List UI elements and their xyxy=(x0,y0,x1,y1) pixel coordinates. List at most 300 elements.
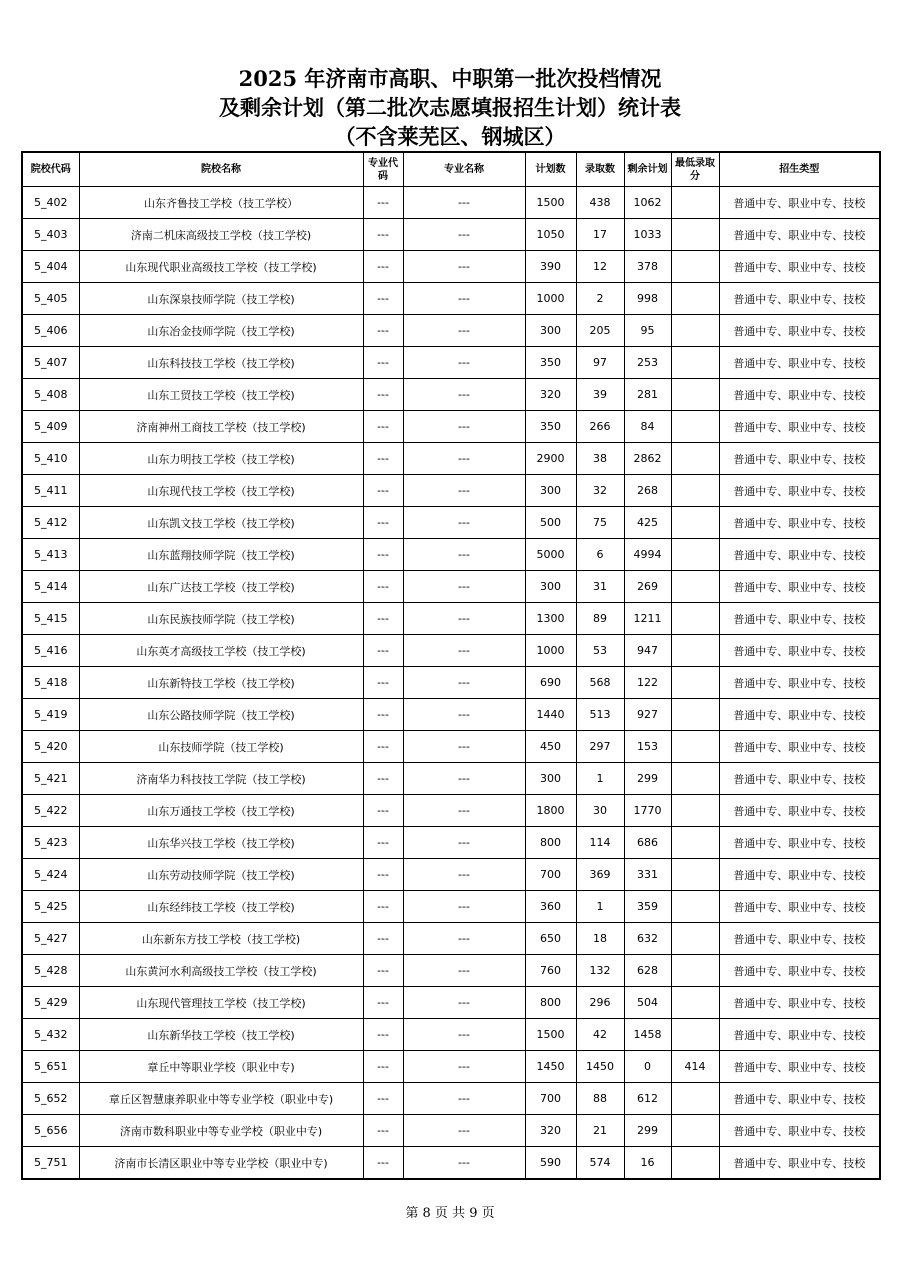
header-major-code: 专业代码 xyxy=(363,152,403,187)
admission-table xyxy=(21,151,881,1180)
major-name-cell: --- xyxy=(403,539,525,571)
school-code-cell: 5_410 xyxy=(22,443,79,475)
school-code-cell: 5_419 xyxy=(22,699,79,731)
table-row xyxy=(22,315,880,347)
remaining-cell: 331 xyxy=(624,859,671,891)
plan-cell: 350 xyxy=(525,411,576,443)
school-code-cell: 5_424 xyxy=(22,859,79,891)
plan-cell: 320 xyxy=(525,1115,576,1147)
major-code-cell: --- xyxy=(363,987,403,1019)
admitted-cell: 297 xyxy=(576,731,624,763)
table-row xyxy=(22,1147,880,1180)
types-cell: 普通中专、职业中专、技校 xyxy=(719,891,880,923)
remaining-cell: 1211 xyxy=(624,603,671,635)
school-name-cell: 山东万通技工学校（技工学校) xyxy=(79,795,363,827)
plan-cell: 300 xyxy=(525,475,576,507)
school-code-cell: 5_411 xyxy=(22,475,79,507)
major-code-cell: --- xyxy=(363,1083,403,1115)
table-row xyxy=(22,1115,880,1147)
remaining-cell: 4994 xyxy=(624,539,671,571)
major-code-cell: --- xyxy=(363,635,403,667)
header-types: 招生类型 xyxy=(719,152,880,187)
major-code-cell: --- xyxy=(363,667,403,699)
plan-cell: 500 xyxy=(525,507,576,539)
major-code-cell: --- xyxy=(363,699,403,731)
school-code-cell: 5_421 xyxy=(22,763,79,795)
table-row xyxy=(22,827,880,859)
major-name-cell: --- xyxy=(403,827,525,859)
school-code-cell: 5_404 xyxy=(22,251,79,283)
major-code-cell: --- xyxy=(363,955,403,987)
header-admitted: 录取数 xyxy=(576,152,624,187)
table-row xyxy=(22,475,880,507)
header-school-code: 院校代码 xyxy=(22,152,79,187)
major-name-cell: --- xyxy=(403,475,525,507)
min-score-cell xyxy=(671,827,719,859)
school-name-cell: 山东劳动技师学院（技工学校) xyxy=(79,859,363,891)
major-code-cell: --- xyxy=(363,859,403,891)
remaining-cell: 612 xyxy=(624,1083,671,1115)
school-code-cell: 5_405 xyxy=(22,283,79,315)
types-cell: 普通中专、职业中专、技校 xyxy=(719,731,880,763)
plan-cell: 1050 xyxy=(525,219,576,251)
admitted-cell: 17 xyxy=(576,219,624,251)
admitted-cell: 21 xyxy=(576,1115,624,1147)
admitted-cell: 89 xyxy=(576,603,624,635)
plan-cell: 590 xyxy=(525,1147,576,1180)
major-name-cell: --- xyxy=(403,571,525,603)
min-score-cell xyxy=(671,1019,719,1051)
table-row xyxy=(22,187,880,219)
major-name-cell: --- xyxy=(403,635,525,667)
types-cell: 普通中专、职业中专、技校 xyxy=(719,667,880,699)
types-cell: 普通中专、职业中专、技校 xyxy=(719,859,880,891)
school-code-cell: 5_416 xyxy=(22,635,79,667)
types-cell: 普通中专、职业中专、技校 xyxy=(719,475,880,507)
min-score-cell xyxy=(671,667,719,699)
remaining-cell: 1770 xyxy=(624,795,671,827)
min-score-cell xyxy=(671,411,719,443)
major-name-cell: --- xyxy=(403,667,525,699)
remaining-cell: 2862 xyxy=(624,443,671,475)
admitted-cell: 568 xyxy=(576,667,624,699)
major-code-cell: --- xyxy=(363,827,403,859)
table-row xyxy=(22,955,880,987)
plan-cell: 1500 xyxy=(525,187,576,219)
school-code-cell: 5_428 xyxy=(22,955,79,987)
plan-cell: 700 xyxy=(525,859,576,891)
school-name-cell: 山东广达技工学校（技工学校) xyxy=(79,571,363,603)
plan-cell: 390 xyxy=(525,251,576,283)
school-name-cell: 山东凯文技工学校（技工学校) xyxy=(79,507,363,539)
remaining-cell: 0 xyxy=(624,1051,671,1083)
admitted-cell: 42 xyxy=(576,1019,624,1051)
remaining-cell: 153 xyxy=(624,731,671,763)
types-cell: 普通中专、职业中专、技校 xyxy=(719,187,880,219)
major-name-cell: --- xyxy=(403,603,525,635)
admitted-cell: 205 xyxy=(576,315,624,347)
major-code-cell: --- xyxy=(363,507,403,539)
major-code-cell: --- xyxy=(363,1115,403,1147)
types-cell: 普通中专、职业中专、技校 xyxy=(719,539,880,571)
table-row xyxy=(22,891,880,923)
admitted-cell: 513 xyxy=(576,699,624,731)
school-name-cell: 山东深泉技师学院（技工学校) xyxy=(79,283,363,315)
min-score-cell xyxy=(671,379,719,411)
title-line-2: 及剩余计划（第二批次志愿填报招生计划）统计表 xyxy=(219,95,681,120)
plan-cell: 700 xyxy=(525,1083,576,1115)
plan-cell: 760 xyxy=(525,955,576,987)
admitted-cell: 18 xyxy=(576,923,624,955)
school-code-cell: 5_403 xyxy=(22,219,79,251)
types-cell: 普通中专、职业中专、技校 xyxy=(719,987,880,1019)
school-name-cell: 山东新东方技工学校（技工学校) xyxy=(79,923,363,955)
remaining-cell: 632 xyxy=(624,923,671,955)
remaining-cell: 504 xyxy=(624,987,671,1019)
major-name-cell: --- xyxy=(403,251,525,283)
major-name-cell: --- xyxy=(403,1083,525,1115)
plan-cell: 350 xyxy=(525,347,576,379)
major-code-cell: --- xyxy=(363,475,403,507)
major-code-cell: --- xyxy=(363,603,403,635)
types-cell: 普通中专、职业中专、技校 xyxy=(719,763,880,795)
table-row xyxy=(22,699,880,731)
admitted-cell: 2 xyxy=(576,283,624,315)
school-code-cell: 5_413 xyxy=(22,539,79,571)
school-name-cell: 济南二机床高级技工学校（技工学校) xyxy=(79,219,363,251)
min-score-cell xyxy=(671,859,719,891)
min-score-cell xyxy=(671,571,719,603)
school-name-cell: 山东技师学院（技工学校) xyxy=(79,731,363,763)
header-min-score: 最低录取分 xyxy=(671,152,719,187)
admitted-cell: 53 xyxy=(576,635,624,667)
major-code-cell: --- xyxy=(363,187,403,219)
min-score-cell xyxy=(671,1115,719,1147)
major-code-cell: --- xyxy=(363,251,403,283)
remaining-cell: 299 xyxy=(624,1115,671,1147)
admitted-cell: 369 xyxy=(576,859,624,891)
school-name-cell: 山东黄河水利高级技工学校（技工学校) xyxy=(79,955,363,987)
remaining-cell: 1458 xyxy=(624,1019,671,1051)
plan-cell: 1440 xyxy=(525,699,576,731)
remaining-cell: 927 xyxy=(624,699,671,731)
page-number: 第 8 页 共 9 页 xyxy=(405,1206,495,1221)
school-code-cell: 5_408 xyxy=(22,379,79,411)
types-cell: 普通中专、职业中专、技校 xyxy=(719,411,880,443)
min-score-cell xyxy=(671,699,719,731)
table-row xyxy=(22,859,880,891)
remaining-cell: 122 xyxy=(624,667,671,699)
major-name-cell: --- xyxy=(403,795,525,827)
school-code-cell: 5_651 xyxy=(22,1051,79,1083)
remaining-cell: 359 xyxy=(624,891,671,923)
table-row xyxy=(22,1051,880,1083)
plan-cell: 360 xyxy=(525,891,576,923)
admitted-cell: 266 xyxy=(576,411,624,443)
min-score-cell xyxy=(671,603,719,635)
school-name-cell: 山东现代管理技工学校（技工学校) xyxy=(79,987,363,1019)
school-name-cell: 山东公路技师学院（技工学校) xyxy=(79,699,363,731)
school-name-cell: 章丘区智慧康养职业中等专业学校（职业中专) xyxy=(79,1083,363,1115)
min-score-cell xyxy=(671,219,719,251)
school-name-cell: 山东科技技工学校（技工学校) xyxy=(79,347,363,379)
school-name-cell: 济南神州工商技工学校（技工学校) xyxy=(79,411,363,443)
major-name-cell: --- xyxy=(403,187,525,219)
table-header-row xyxy=(22,152,880,187)
table-row xyxy=(22,923,880,955)
school-name-cell: 山东齐鲁技工学校（技工学校） xyxy=(79,187,363,219)
school-code-cell: 5_418 xyxy=(22,667,79,699)
major-code-cell: --- xyxy=(363,347,403,379)
min-score-cell xyxy=(671,283,719,315)
plan-cell: 1000 xyxy=(525,635,576,667)
min-score-cell xyxy=(671,955,719,987)
plan-cell: 1450 xyxy=(525,1051,576,1083)
min-score-cell xyxy=(671,187,719,219)
remaining-cell: 947 xyxy=(624,635,671,667)
major-name-cell: --- xyxy=(403,1051,525,1083)
school-name-cell: 山东民族技师学院（技工学校) xyxy=(79,603,363,635)
remaining-cell: 16 xyxy=(624,1147,671,1180)
plan-cell: 1500 xyxy=(525,1019,576,1051)
types-cell: 普通中专、职业中专、技校 xyxy=(719,347,880,379)
school-name-cell: 济南华力科技技工学院（技工学校) xyxy=(79,763,363,795)
admitted-cell: 1450 xyxy=(576,1051,624,1083)
min-score-cell xyxy=(671,731,719,763)
major-name-cell: --- xyxy=(403,859,525,891)
school-code-cell: 5_656 xyxy=(22,1115,79,1147)
remaining-cell: 281 xyxy=(624,379,671,411)
table-row xyxy=(22,763,880,795)
title-line-1: 2025 年济南市高职、中职第一批次投档情况 xyxy=(238,66,662,91)
major-name-cell: --- xyxy=(403,219,525,251)
major-name-cell: --- xyxy=(403,923,525,955)
types-cell: 普通中专、职业中专、技校 xyxy=(719,699,880,731)
types-cell: 普通中专、职业中专、技校 xyxy=(719,603,880,635)
major-name-cell: --- xyxy=(403,1147,525,1180)
types-cell: 普通中专、职业中专、技校 xyxy=(719,1019,880,1051)
school-name-cell: 山东新华技工学校（技工学校) xyxy=(79,1019,363,1051)
remaining-cell: 95 xyxy=(624,315,671,347)
table-row xyxy=(22,667,880,699)
admitted-cell: 438 xyxy=(576,187,624,219)
types-cell: 普通中专、职业中专、技校 xyxy=(719,1147,880,1180)
table-row xyxy=(22,539,880,571)
school-code-cell: 5_414 xyxy=(22,571,79,603)
min-score-cell xyxy=(671,507,719,539)
major-name-cell: --- xyxy=(403,891,525,923)
min-score-cell xyxy=(671,443,719,475)
admitted-cell: 39 xyxy=(576,379,624,411)
school-name-cell: 山东华兴技工学校（技工学校) xyxy=(79,827,363,859)
major-code-cell: --- xyxy=(363,315,403,347)
major-code-cell: --- xyxy=(363,571,403,603)
major-code-cell: --- xyxy=(363,763,403,795)
school-code-cell: 5_751 xyxy=(22,1147,79,1180)
min-score-cell xyxy=(671,923,719,955)
admitted-cell: 1 xyxy=(576,891,624,923)
admitted-cell: 75 xyxy=(576,507,624,539)
header-school-name: 院校名称 xyxy=(79,152,363,187)
major-code-cell: --- xyxy=(363,283,403,315)
plan-cell: 1300 xyxy=(525,603,576,635)
remaining-cell: 253 xyxy=(624,347,671,379)
major-code-cell: --- xyxy=(363,731,403,763)
min-score-cell xyxy=(671,475,719,507)
school-name-cell: 济南市长清区职业中等专业学校（职业中专) xyxy=(79,1147,363,1180)
admitted-cell: 31 xyxy=(576,571,624,603)
table-row xyxy=(22,379,880,411)
school-code-cell: 5_412 xyxy=(22,507,79,539)
plan-cell: 1800 xyxy=(525,795,576,827)
admitted-cell: 38 xyxy=(576,443,624,475)
min-score-cell xyxy=(671,539,719,571)
table-row xyxy=(22,219,880,251)
types-cell: 普通中专、职业中专、技校 xyxy=(719,379,880,411)
major-name-cell: --- xyxy=(403,987,525,1019)
remaining-cell: 84 xyxy=(624,411,671,443)
admitted-cell: 12 xyxy=(576,251,624,283)
plan-cell: 800 xyxy=(525,987,576,1019)
title-line-3: （不含莱芜区、钢城区） xyxy=(334,124,566,149)
types-cell: 普通中专、职业中专、技校 xyxy=(719,635,880,667)
admitted-cell: 132 xyxy=(576,955,624,987)
remaining-cell: 1033 xyxy=(624,219,671,251)
major-name-cell: --- xyxy=(403,443,525,475)
header-major-name: 专业名称 xyxy=(403,152,525,187)
major-name-cell: --- xyxy=(403,763,525,795)
major-code-cell: --- xyxy=(363,443,403,475)
table-row xyxy=(22,635,880,667)
school-name-cell: 山东经纬技工学校（技工学校) xyxy=(79,891,363,923)
plan-cell: 320 xyxy=(525,379,576,411)
school-code-cell: 5_432 xyxy=(22,1019,79,1051)
admitted-cell: 1 xyxy=(576,763,624,795)
major-name-cell: --- xyxy=(403,411,525,443)
types-cell: 普通中专、职业中专、技校 xyxy=(719,795,880,827)
school-code-cell: 5_407 xyxy=(22,347,79,379)
remaining-cell: 1062 xyxy=(624,187,671,219)
table-body xyxy=(22,187,880,1180)
major-code-cell: --- xyxy=(363,1051,403,1083)
table-row xyxy=(22,1019,880,1051)
table-row xyxy=(22,603,880,635)
major-code-cell: --- xyxy=(363,891,403,923)
types-cell: 普通中专、职业中专、技校 xyxy=(719,251,880,283)
plan-cell: 800 xyxy=(525,827,576,859)
school-code-cell: 5_423 xyxy=(22,827,79,859)
types-cell: 普通中专、职业中专、技校 xyxy=(719,443,880,475)
table-row xyxy=(22,251,880,283)
major-name-cell: --- xyxy=(403,283,525,315)
table-row xyxy=(22,731,880,763)
admitted-cell: 114 xyxy=(576,827,624,859)
header-plan: 计划数 xyxy=(525,152,576,187)
school-name-cell: 山东力明技工学校（技工学校) xyxy=(79,443,363,475)
min-score-cell xyxy=(671,315,719,347)
school-name-cell: 山东英才高级技工学校（技工学校) xyxy=(79,635,363,667)
school-name-cell: 山东新特技工学校（技工学校) xyxy=(79,667,363,699)
remaining-cell: 378 xyxy=(624,251,671,283)
major-code-cell: --- xyxy=(363,379,403,411)
major-name-cell: --- xyxy=(403,731,525,763)
school-name-cell: 济南市数科职业中等专业学校（职业中专) xyxy=(79,1115,363,1147)
types-cell: 普通中专、职业中专、技校 xyxy=(719,827,880,859)
min-score-cell: 414 xyxy=(671,1051,719,1083)
major-code-cell: --- xyxy=(363,219,403,251)
school-name-cell: 山东冶金技师学院（技工学校) xyxy=(79,315,363,347)
remaining-cell: 998 xyxy=(624,283,671,315)
table-row xyxy=(22,571,880,603)
table-row xyxy=(22,347,880,379)
school-code-cell: 5_409 xyxy=(22,411,79,443)
types-cell: 普通中专、职业中专、技校 xyxy=(719,571,880,603)
major-code-cell: --- xyxy=(363,923,403,955)
major-name-cell: --- xyxy=(403,1019,525,1051)
major-name-cell: --- xyxy=(403,507,525,539)
major-name-cell: --- xyxy=(403,1115,525,1147)
types-cell: 普通中专、职业中专、技校 xyxy=(719,315,880,347)
table-row xyxy=(22,987,880,1019)
school-name-cell: 山东蓝翔技师学院（技工学校) xyxy=(79,539,363,571)
school-code-cell: 5_402 xyxy=(22,187,79,219)
school-code-cell: 5_429 xyxy=(22,987,79,1019)
major-name-cell: --- xyxy=(403,347,525,379)
admitted-cell: 32 xyxy=(576,475,624,507)
min-score-cell xyxy=(671,1083,719,1115)
types-cell: 普通中专、职业中专、技校 xyxy=(719,283,880,315)
school-code-cell: 5_406 xyxy=(22,315,79,347)
plan-cell: 300 xyxy=(525,315,576,347)
types-cell: 普通中专、职业中专、技校 xyxy=(719,1115,880,1147)
school-name-cell: 章丘中等职业学校（职业中专) xyxy=(79,1051,363,1083)
table-row xyxy=(22,1083,880,1115)
plan-cell: 5000 xyxy=(525,539,576,571)
major-name-cell: --- xyxy=(403,955,525,987)
major-code-cell: --- xyxy=(363,795,403,827)
major-name-cell: --- xyxy=(403,699,525,731)
min-score-cell xyxy=(671,1147,719,1180)
major-code-cell: --- xyxy=(363,539,403,571)
types-cell: 普通中专、职业中专、技校 xyxy=(719,955,880,987)
plan-cell: 2900 xyxy=(525,443,576,475)
types-cell: 普通中专、职业中专、技校 xyxy=(719,923,880,955)
admitted-cell: 97 xyxy=(576,347,624,379)
school-name-cell: 山东工贸技工学校（技工学校) xyxy=(79,379,363,411)
admitted-cell: 88 xyxy=(576,1083,624,1115)
min-score-cell xyxy=(671,795,719,827)
remaining-cell: 269 xyxy=(624,571,671,603)
document-title xyxy=(0,64,900,151)
types-cell: 普通中专、职业中专、技校 xyxy=(719,507,880,539)
remaining-cell: 268 xyxy=(624,475,671,507)
remaining-cell: 686 xyxy=(624,827,671,859)
school-name-cell: 山东现代技工学校（技工学校) xyxy=(79,475,363,507)
remaining-cell: 425 xyxy=(624,507,671,539)
plan-cell: 690 xyxy=(525,667,576,699)
plan-cell: 450 xyxy=(525,731,576,763)
major-code-cell: --- xyxy=(363,411,403,443)
admitted-cell: 296 xyxy=(576,987,624,1019)
school-code-cell: 5_652 xyxy=(22,1083,79,1115)
types-cell: 普通中专、职业中专、技校 xyxy=(719,1083,880,1115)
remaining-cell: 628 xyxy=(624,955,671,987)
table-row xyxy=(22,507,880,539)
min-score-cell xyxy=(671,347,719,379)
header-remaining: 剩余计划 xyxy=(624,152,671,187)
types-cell: 普通中专、职业中专、技校 xyxy=(719,1051,880,1083)
school-name-cell: 山东现代职业高级技工学校（技工学校) xyxy=(79,251,363,283)
